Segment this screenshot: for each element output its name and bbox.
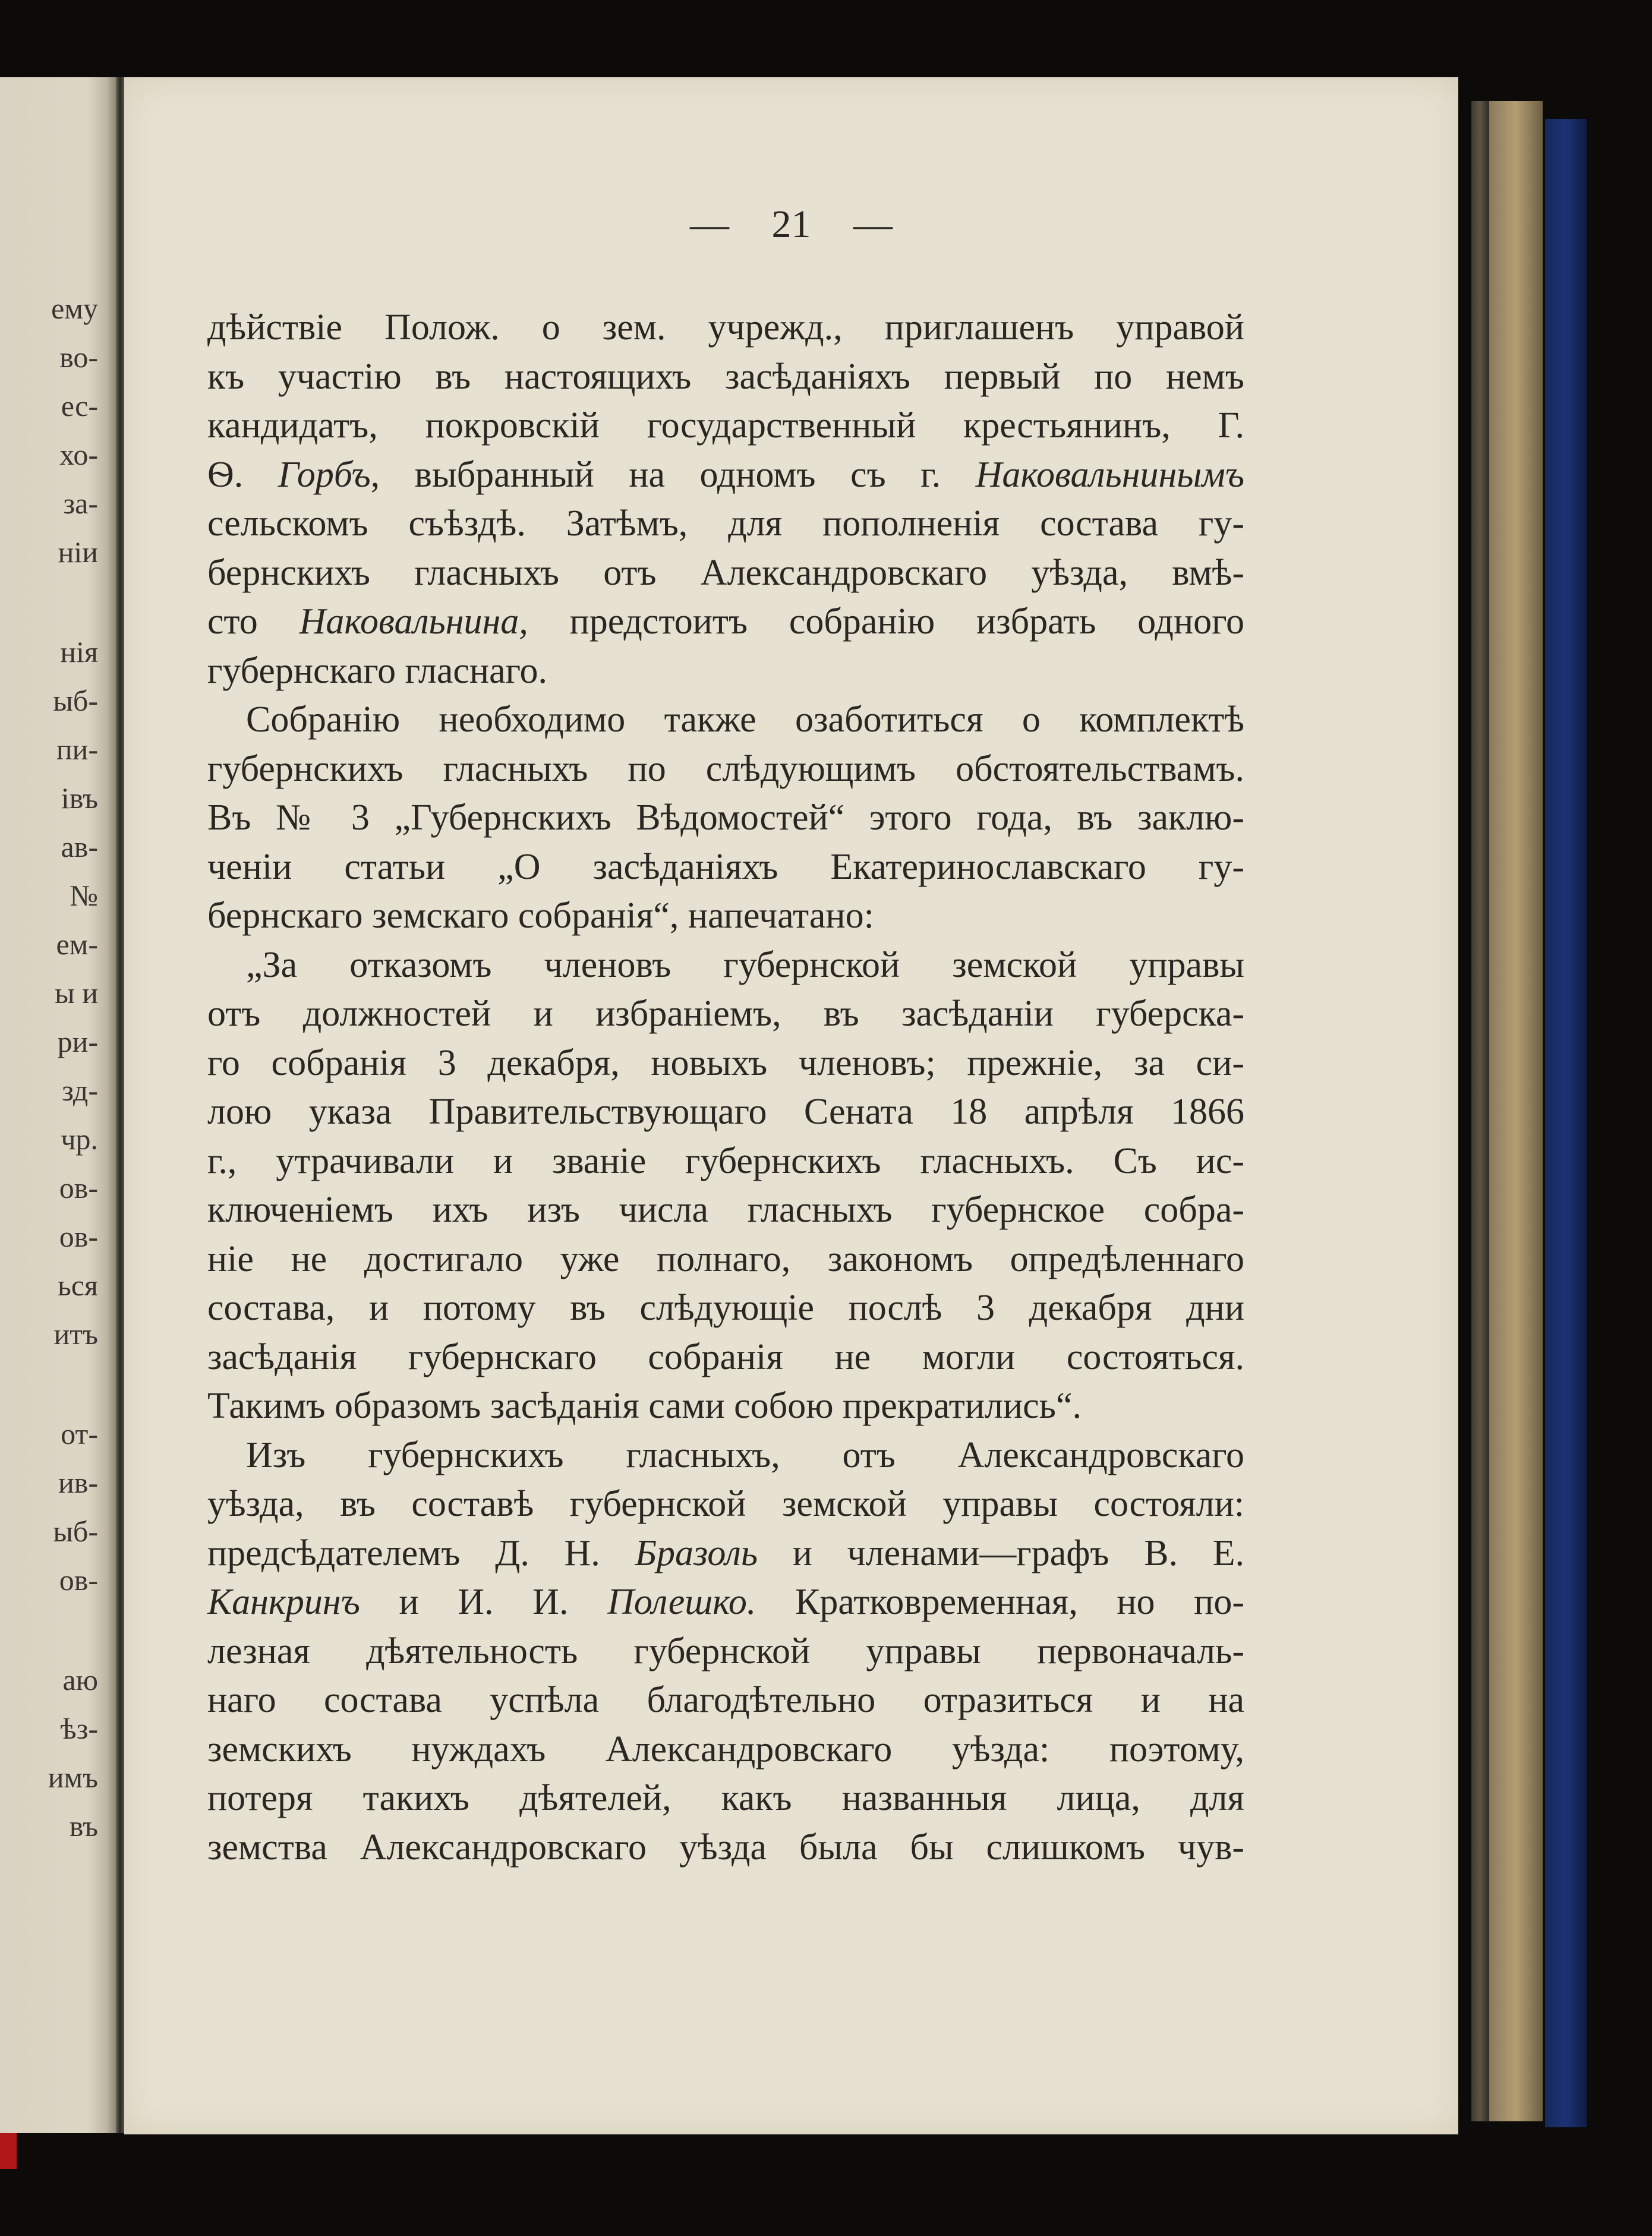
page-number: 21 [771,203,811,246]
left-page-fragment: ься [58,1269,98,1302]
text-line: отъ должностей и избраніемъ, въ засѣданіи губерска- [207,994,1244,1034]
text-line [207,1529,1244,1578]
left-page-fragment: ов- [59,1563,98,1597]
italic-name: Канкринъ [207,1582,360,1622]
book-cover-board [1489,101,1543,2121]
text-line: Изъ губернскихъ гласныхъ, отъ Александровскаго [246,1434,1244,1475]
text-line: Въ № 3 „Губернскихъ Вѣдомостей“ этого года, въ заклю- [207,797,1244,838]
italic-name: Полешко. [607,1582,756,1622]
left-page-fragment: итъ [53,1317,98,1351]
left-page-fragment: ему [51,292,98,325]
text-run: предсѣдателемъ Д. Н. [207,1532,635,1573]
italic-name: Горбъ [278,454,371,495]
left-page-fragment: ив- [58,1466,98,1499]
left-page-fragment: ѣз- [60,1712,98,1745]
left-page-fragment: ем- [56,928,98,961]
text-line: бернскаго земскаго собранія“, напечатано: [207,895,874,936]
text-line: состава, и потому въ слѣдующіе послѣ 3 декабря дни [207,1288,1244,1328]
left-page-edge [0,77,116,2133]
text-line: бернскихъ гласныхъ отъ Александровскаго уѣзда, вмѣ- [207,552,1244,593]
left-page-fragment: ав- [61,830,98,863]
text-line: дѣйствіе Полож. о зем. учрежд., приглашенъ управой [207,307,1244,348]
text-line: ченіи статьи „О засѣданіяхъ Екатеринославскаго гу- [207,846,1244,887]
text-line: наго состава успѣла благодѣтельно отразиться и на [207,1680,1244,1720]
text-line: сельскомъ съѣздѣ. Затѣмъ, для пополненія состава гу- [207,503,1244,544]
text-line: лою указа Правительствующаго Сената 18 апрѣля 1866 [207,1092,1244,1132]
text-line: кандидатъ, покровскій государственный крестьянинъ, Г. [207,405,1244,446]
header-dash-right: — [853,203,893,246]
text-run: Кратковременная, но по- [756,1582,1244,1622]
text-line: „За отказомъ членовъ губернской земской управы [246,944,1244,985]
italic-name: Наковальнинымъ [975,454,1244,495]
header-dash-left: — [690,203,729,246]
text-run: и И. И. [360,1582,608,1622]
red-marker [0,2133,17,2169]
text-line: земскихъ нуждахъ Александровскаго уѣзда: поэтому, [207,1729,1244,1770]
text-run: Ѳ. [207,454,278,495]
left-page-fragment: за- [63,487,98,520]
left-page-fragment: ыб- [53,684,98,717]
text-line: го собранія 3 декабря, новыхъ членовъ; прежніе, за си- [207,1042,1244,1083]
left-page-fragment: чр. [61,1122,98,1156]
italic-name: Бразоль [635,1532,758,1573]
left-page-fragment: № [70,879,98,912]
text-line: потеря такихъ дѣятелей, какъ названныя лица, для [207,1778,1244,1818]
book-cover-cloth [1545,119,1587,2127]
left-page-fragment: хо- [59,438,98,471]
left-page-fragment: ри- [57,1025,98,1058]
text-line: ключеніемъ ихъ изъ числа гласныхъ губернское собра- [207,1190,1244,1230]
text-line: земства Александровскаго уѣзда была бы слишкомъ чув- [207,1827,1244,1868]
left-page-fragment: въ [69,1809,98,1843]
left-page-fragment: ес- [61,389,98,422]
left-page-fragment: івъ [61,781,98,815]
book-cover-edge [1471,101,1489,2121]
text-run: и членами—графъ В. Е. [758,1532,1245,1573]
text-line: лезная дѣятельность губернской управы первоначаль- [207,1631,1244,1672]
text-line: губернскихъ гласныхъ по слѣдующимъ обстоятельствамъ. [207,748,1244,789]
left-page-fragment: от- [61,1417,98,1450]
italic-name: Наковальнина, [299,601,528,642]
text-line: Собранію необходимо также озаботиться о комплектѣ [246,699,1244,740]
book-gutter [116,77,124,2133]
left-page-fragment: нія [60,635,98,668]
text-line [207,597,1244,646]
text-line: г., утрачивали и званіе губернскихъ гласныхъ. Съ ис- [207,1140,1244,1181]
page-number-header [124,202,1458,247]
text-line [207,450,1244,500]
text-line: ніе не достигало уже полнаго, закономъ опредѣленнаго [207,1238,1244,1279]
left-page-fragment: пи- [56,733,98,766]
left-page-fragment: ы и [55,976,98,1010]
text-line: къ участію въ настоящихъ засѣданіяхъ первый по немъ [207,356,1244,397]
text-run: , выбранный на одномъ съ г. [370,454,976,495]
text-run: сто [207,601,299,642]
page-body-text [207,303,1244,1872]
left-page-fragment: ов- [59,1220,98,1253]
text-run: предстоитъ собранію избрать одного [528,601,1245,642]
left-page-fragment: ов- [59,1171,98,1204]
left-page-fragment: ніи [58,535,98,569]
text-line: губернскаго гласнаго. [207,650,547,691]
left-page-fragment: зд- [62,1074,98,1107]
left-page-fragment: во- [59,340,98,374]
text-line [207,1578,1244,1627]
left-page-fragment: ыб- [53,1515,98,1548]
text-line: уѣзда, въ составѣ губернской земской управы состояли: [207,1484,1244,1524]
text-line: засѣданія губернскаго собранія не могли состояться. [207,1336,1244,1377]
text-line: Такимъ образомъ засѣданія сами собою прекратились“. [207,1386,1082,1426]
left-page-fragment: имъ [48,1761,98,1794]
left-page-fragment: аю [62,1663,98,1696]
book-page [124,77,1458,2134]
